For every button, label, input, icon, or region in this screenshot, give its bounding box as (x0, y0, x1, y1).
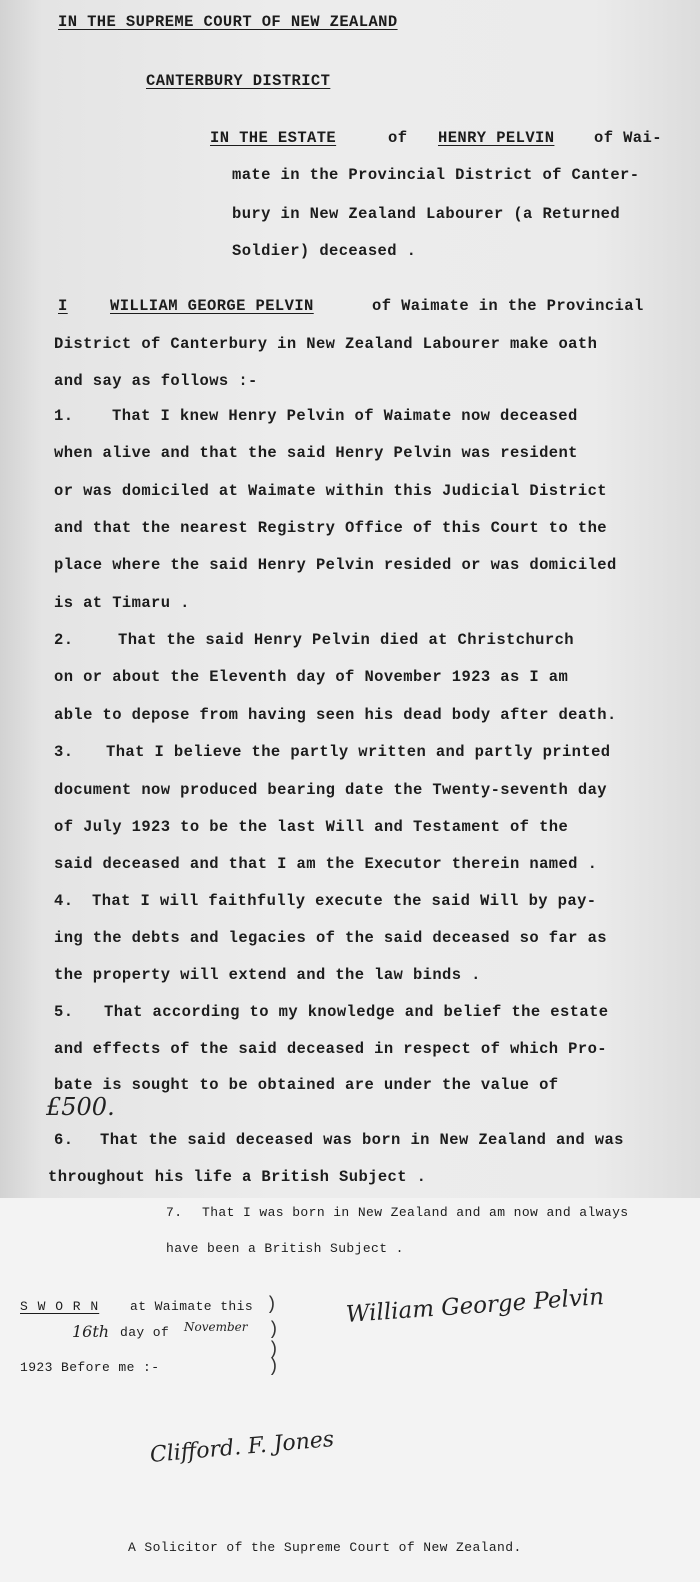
estate-line: mate in the Provincial District of Canter- (232, 166, 640, 184)
paragraph-line: and effects of the said deceased in respect of which Pro- (54, 1040, 607, 1058)
paragraph-line: That the said deceased was born in New Zealand and was (100, 1131, 624, 1149)
deponent-signature: William George Pelvin (345, 1283, 605, 1328)
paragraph-line: of July 1923 to be the last Will and Testament of the (54, 818, 569, 836)
paragraph-line: have been a British Subject . (166, 1241, 404, 1256)
estate-line-tail: of Wai- (594, 129, 662, 147)
paragraph-line: and that the nearest Registry Office of this Court to the (54, 519, 607, 537)
deponent-name: WILLIAM GEORGE PELVIN (110, 297, 314, 315)
solicitor-title: A Solicitor of the Supreme Court of New Zealand. (128, 1540, 522, 1555)
paragraph-number: 2. (54, 631, 74, 649)
jurat-brace: ) (266, 1295, 277, 1315)
paragraph-line: That the said Henry Pelvin died at Christchurch (118, 631, 574, 649)
deceased-name: HENRY PELVIN (438, 129, 555, 147)
estate-of-label: of (388, 129, 408, 147)
paragraph-line: said deceased and that I am the Executor therein named . (54, 855, 598, 873)
paragraph-line: the property will extend and the law binds . (54, 966, 481, 984)
jurat-before-me: 1923 Before me :- (20, 1360, 160, 1375)
paragraph-line: place where the said Henry Pelvin resided or was domiciled (54, 556, 617, 574)
paragraph-line: is at Timaru . (54, 594, 190, 612)
estate-line: Soldier) deceased . (232, 242, 417, 260)
paragraph-number: 5. (54, 1003, 74, 1021)
paragraph-line: bate is sought to be obtained are under the value of (54, 1076, 559, 1094)
paragraph-line: That I knew Henry Pelvin of Waimate now deceased (112, 407, 578, 425)
paragraph-line: throughout his life a British Subject . (48, 1168, 427, 1186)
jurat-place: at Waimate this (130, 1299, 254, 1314)
paragraph-line: That I believe the partly written and partly printed (106, 743, 611, 761)
jurat-day-of: day of (120, 1325, 170, 1340)
solicitor-signature: Clifford. F. Jones (148, 1426, 336, 1468)
paragraph-line: ing the debts and legacies of the said deceased so far as (54, 929, 607, 947)
jurat-brace: ) (268, 1357, 279, 1377)
district-heading: CANTERBURY DISTRICT (146, 72, 331, 90)
paragraph-number: 6. (54, 1131, 74, 1149)
paragraph-line: when alive and that the said Henry Pelvin was resident (54, 444, 578, 462)
paragraph-line: document now produced bearing date the Twenty-seventh day (54, 781, 607, 799)
handwritten-month: November (184, 1320, 248, 1334)
paragraph-line: That I was born in New Zealand and am now and always (202, 1205, 629, 1220)
court-heading: IN THE SUPREME COURT OF NEW ZEALAND (58, 13, 398, 31)
intro-pronoun: I (58, 297, 68, 315)
paragraph-number: 4. (54, 892, 74, 910)
sworn-label: S W O R N (20, 1299, 100, 1314)
jurat-brace: ) (268, 1340, 279, 1360)
paragraph-number: 3. (54, 743, 74, 761)
jurat-brace: ) (268, 1320, 279, 1340)
paragraph-line: or was domiciled at Waimate within this Judicial District (54, 482, 607, 500)
paragraph-line: That I will faithfully execute the said Will by pay- (92, 892, 597, 910)
paragraph-line: able to depose from having seen his dead body after death. (54, 706, 617, 724)
estate-line: bury in New Zealand Labourer (a Returned (232, 205, 621, 223)
intro-line: District of Canterbury in New Zealand Labourer make oath (54, 335, 598, 353)
estate-in-label: IN THE ESTATE (210, 129, 337, 147)
paragraph-number: 1. (54, 407, 74, 425)
paragraph-number: 7. (166, 1205, 183, 1220)
paragraph-line: on or about the Eleventh day of November 1923 as I am (54, 668, 569, 686)
handwritten-value: £500. (46, 1093, 115, 1121)
handwritten-day: 16th (72, 1322, 110, 1341)
intro-line: and say as follows :- (54, 372, 258, 390)
intro-line: of Waimate in the Provincial (372, 297, 644, 315)
paragraph-line: That according to my knowledge and belief the estate (104, 1003, 609, 1021)
